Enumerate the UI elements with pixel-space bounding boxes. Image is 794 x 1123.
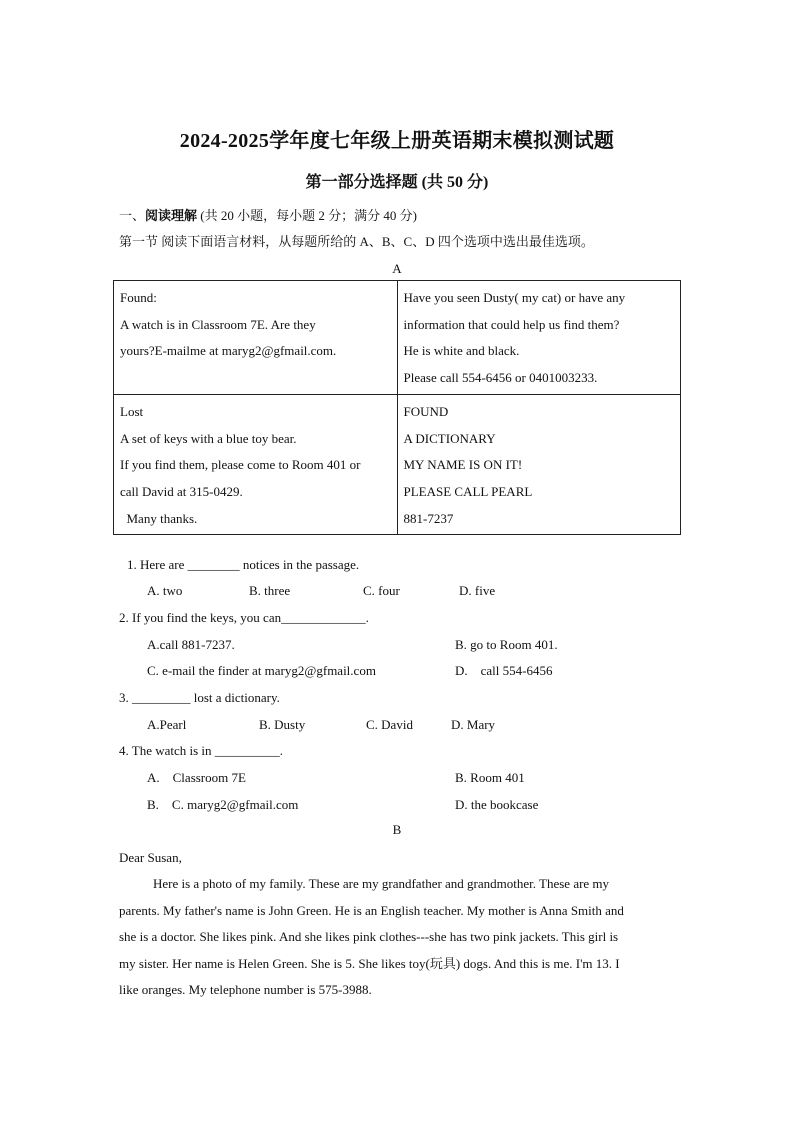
q3-option-a[interactable]: A.Pearl [147,717,187,732]
q4-option-a[interactable]: A. Classroom 7E [147,770,246,785]
q1-option-d[interactable]: D. five [459,583,496,598]
table-row [114,281,681,395]
question-1-stem: 1. Here are ________ notices in the passage. [127,557,360,572]
passage-b-label: B [392,822,402,837]
q2-option-a[interactable]: A.call 881-7237. [147,637,235,652]
q2-option-b[interactable]: B. go to Room 401. [455,637,558,652]
question-4-stem: 4. The watch is in __________. [119,743,284,758]
notice-found-dictionary: FOUND A DICTIONARY MY NAME IS ON IT! PLEASE CALL PEARL 881-7237 [397,394,681,535]
q1-option-c[interactable]: C. four [363,583,400,598]
question-3-stem: 3. _________ lost a dictionary. [119,690,280,705]
q3-option-c[interactable]: C. David [366,717,413,732]
q4-option-b[interactable]: B. Room 401 [455,770,525,785]
q4-option-c[interactable]: B. C. maryg2@gfmail.com [147,797,299,812]
q1-option-a[interactable]: A. two [147,583,183,598]
notice-lost-keys: Lost A set of keys with a blue toy bear. If you find them, please come to Room 401 or call David at 315-0429. Many thanks. [114,394,398,535]
q2-option-d[interactable]: D. call 554-6456 [455,663,553,678]
q4-option-d[interactable]: D. the bookcase [455,797,539,812]
part-subtitle: 第一部分选择题 (共 50 分) [305,174,489,191]
q3-option-b[interactable]: B. Dusty [259,717,306,732]
section-instruction: 第一节 阅读下面语言材料，从每题所给的 A、B、C、D 四个选项中选出最佳选项。 [119,234,594,249]
question-2-stem: 2. If you find the keys, you can_____________. [119,610,369,625]
notices-table [113,280,681,535]
notice-lost-cat: Have you seen Dusty( my cat) or have any information that could help us find them? He is white and black. Please call 554-6456 or 0401003233. [397,281,681,395]
letter-body: Here is a photo of my family. These are my grandfather and grandmother. These are my parents. My father's name is John Green. He is an English teacher. My mother is Anna Smith and she is a doctor. She likes pink. And she likes pink clothes---she has two pink jackets. This girl is my sister. Her name is Helen Green. She is 5. She likes toy(玩具) dogs. And this is me. I'm 13. I like oranges. My telephone number is 575-3988. [119,876,624,998]
q3-option-d[interactable]: D. Mary [451,717,496,732]
letter-greeting: Dear Susan, [119,850,182,865]
q2-option-c[interactable]: C. e-mail the finder at maryg2@gfmail.com [147,663,376,678]
q1-option-b[interactable]: B. three [249,583,291,598]
passage-a-label: A [392,261,402,276]
page-title: 2024-2025学年度七年级上册英语期末模拟测试题 [179,130,615,152]
table-row [114,394,681,535]
section-heading: 一、阅读理解 (共 20 小题，每小题 2 分；满分 40 分) [119,208,417,223]
notice-found-watch: Found: A watch is in Classroom 7E. Are they yours?E-mailme at maryg2@gfmail.com. [114,281,398,395]
